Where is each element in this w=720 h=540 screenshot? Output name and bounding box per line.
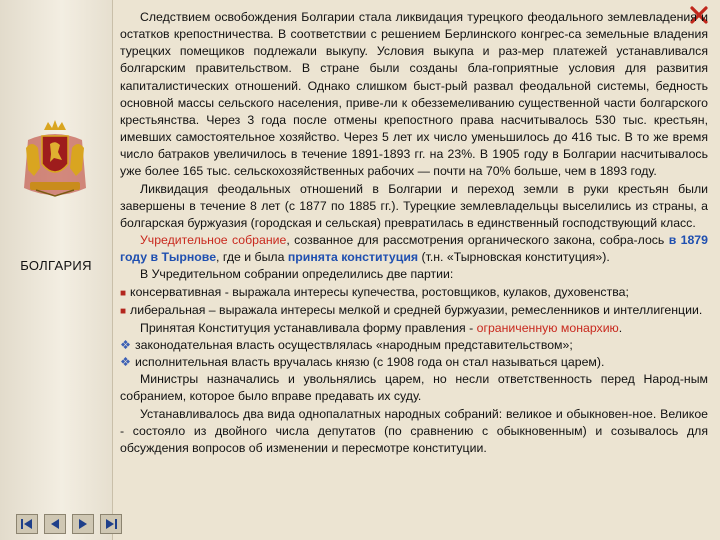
power-legislative: ❖ законодательная власть осуществлялась «народным представительством»; xyxy=(120,337,573,352)
square-bullet-icon: ■ xyxy=(120,287,127,299)
power-executive: ❖ исполнительная власть вручалась князю (с 1908 года он стал называться царем). xyxy=(120,355,605,370)
prev-slide-button[interactable] xyxy=(44,514,66,534)
square-bullet-icon: ■ xyxy=(120,305,127,317)
paragraph-assemblies: Устанавливалось два вида однопалатных народных собраний: великое и обыкновен-ное. Великое - состояло из двойного числа депутатов (по сравнению с обыкновенным) и созывалось для обсуждения вопросов об изменении и пересмотре конституции. xyxy=(120,406,708,455)
party-conservative: ■ консервативная - выражала интересы купечества, ростовщиков, кулаков, духовенства; xyxy=(120,284,629,299)
slide-navigation xyxy=(16,514,122,534)
last-slide-button[interactable] xyxy=(100,514,122,534)
first-page-icon xyxy=(20,518,34,530)
diamond-bullet-icon: ❖ xyxy=(120,355,132,370)
paragraph-government-form: Принятая Конституция устанавливала форму правления - ограниченную монархию. xyxy=(140,320,623,335)
country-label: БОЛГАРИЯ xyxy=(20,258,92,273)
last-page-icon xyxy=(104,518,118,530)
paragraph-parties: В Учредительном собрании определились две партии: xyxy=(140,267,454,282)
party-liberal: ■ либеральная – выражала интересы мелкой и средней буржуазии, ремесленников и интеллигенции. xyxy=(120,302,703,317)
main-text xyxy=(120,9,708,457)
next-slide-button[interactable] xyxy=(72,514,94,534)
paragraph-liquidation: Следствием освобождения Болгарии стала ликвидация турецкого феодального землевладения и остатков крепостничества. В соответствии с решением Берлинского конгрес-са земельные владения турецких помещиков подлежали выкупу. Условия выкупа и раз-мер платежей устанавливался болгарским правительством. В стране были созданы бла-гоприятные условия для развития капиталистических отношений. Однако слишком быст-рый развал феодальной системы, бедность основной массы сельского населения, приве-ли к обезземеливанию существенной части болгарского крестьянства. Через 3 года после отмены крепостного права насчитывалось 530 тыс. крестьян, имевших самостоятельное хозяйство. Через 5 лет их число уменьшилось до 416 тыс. В то же время число батраков увеличилось в течение 1891-1893 гг. на 23%. В 1905 году в Болгарии насчитывалось уже более 165 тыс. сельскохозяйственных рабочих — почти на 70% больше, чем в 1893 году. xyxy=(120,10,708,179)
first-slide-button[interactable] xyxy=(16,514,38,534)
coat-of-arms-icon xyxy=(18,118,92,202)
sidebar xyxy=(0,0,113,540)
year-1879-highlight: в 1879 году в Тырнове xyxy=(120,233,708,265)
prev-page-icon xyxy=(48,518,62,530)
constitution-adopted-highlight: принята конституция xyxy=(287,250,419,265)
paragraph-feudal-end: Ликвидация феодальных отношений в Болгарии и переход земли в руки крестьян были завершены в течение 8 лет (с 1877 по 1885 гг.). Турецкие землевладельцы выселились из страны, а болгарская буржуазия (городская и сельская) превратилась в единственный господствующий класс. xyxy=(120,181,708,230)
limited-monarchy-term: ограниченную монархию xyxy=(476,320,619,335)
paragraph-ministers: Министры назначались и увольнялись царем, но несли ответственность перед Народ-ным собранием, которое было вправе предавать их суду. xyxy=(120,372,708,404)
next-page-icon xyxy=(76,518,90,530)
diamond-bullet-icon: ❖ xyxy=(120,337,132,352)
paragraph-constituent-assembly: Учредительное собрание, созванное для рассмотрения органического закона, собра-лось в 1879 году в Тырнове, где и была принята конституция (т.н. «Тырновская конституция»). xyxy=(120,233,708,265)
constituent-assembly-term: Учредительное собрание xyxy=(140,233,287,248)
